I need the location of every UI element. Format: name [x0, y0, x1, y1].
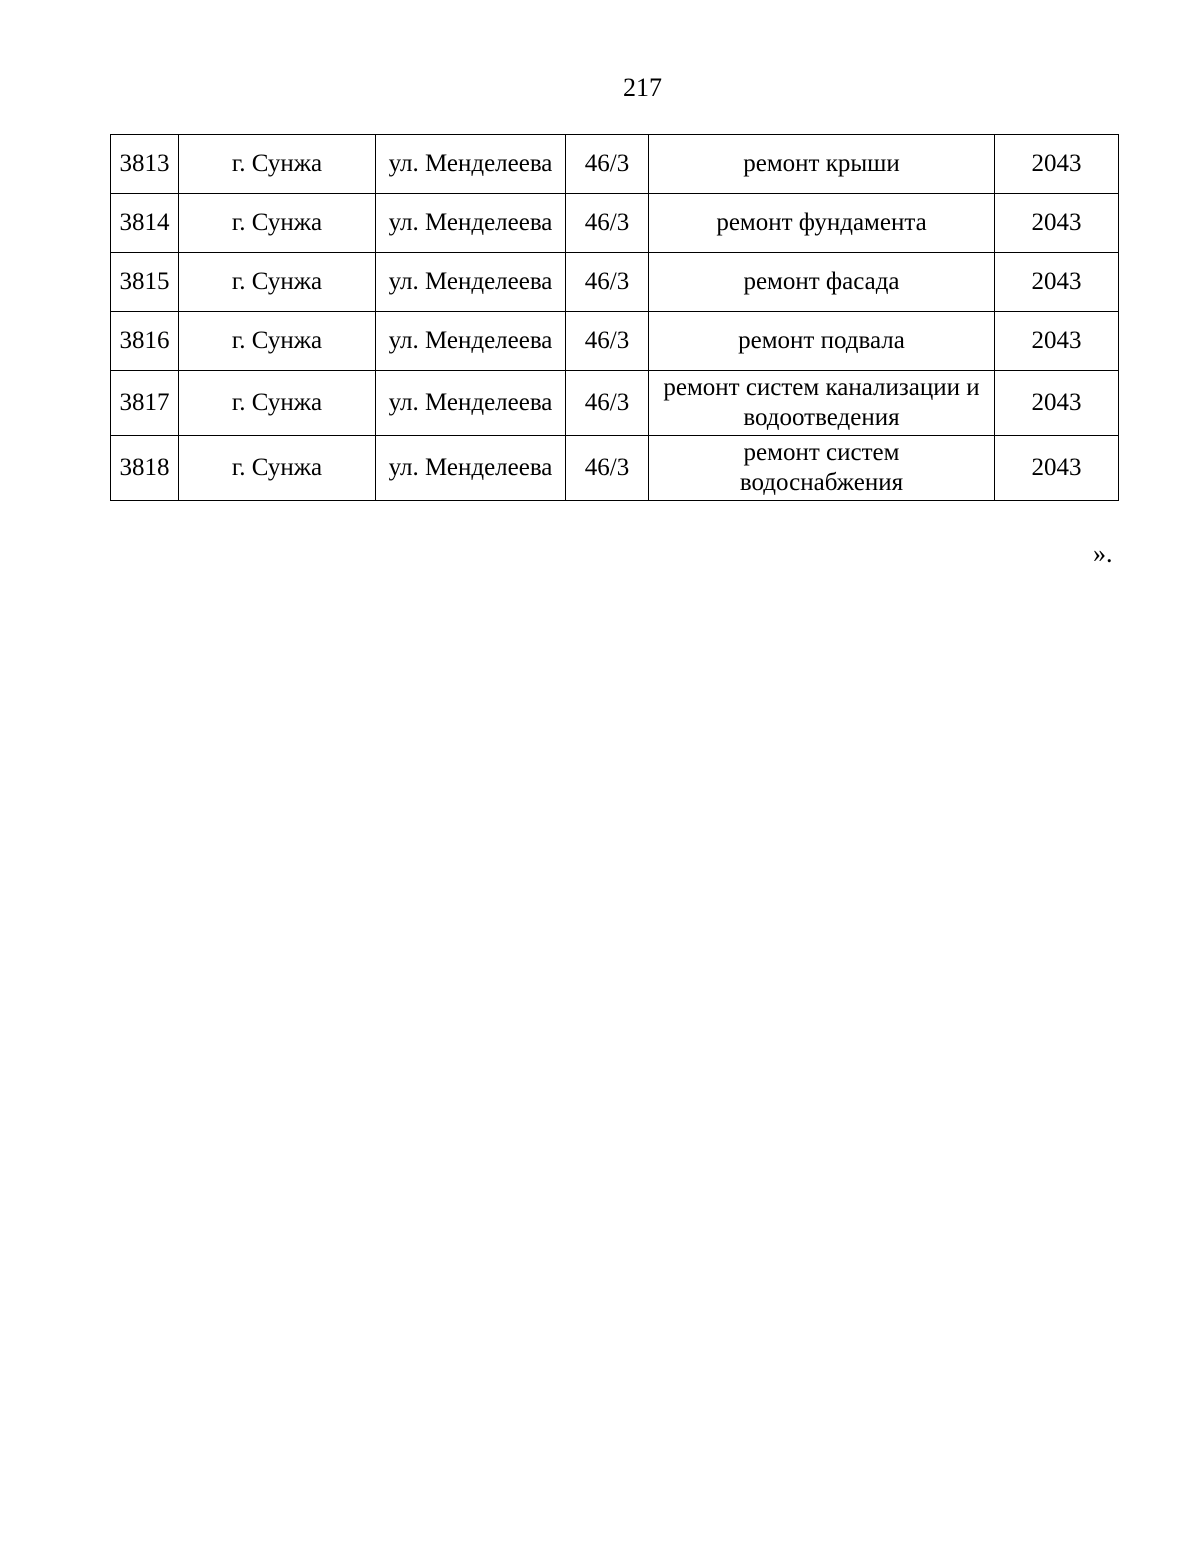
row-number: 3818: [111, 436, 179, 501]
table-row: [111, 135, 1119, 194]
street-cell: ул. Менделеева: [376, 371, 566, 436]
house-cell: 46/3: [566, 371, 649, 436]
city-cell: г. Сунжа: [179, 253, 376, 312]
street-cell: ул. Менделеева: [376, 194, 566, 253]
table-row: [111, 253, 1119, 312]
street-cell: ул. Менделеева: [376, 312, 566, 371]
row-number: 3817: [111, 371, 179, 436]
house-cell: 46/3: [566, 436, 649, 501]
table-row: [111, 436, 1119, 501]
year-cell: 2043: [995, 194, 1119, 253]
row-number: 3815: [111, 253, 179, 312]
city-cell: г. Сунжа: [179, 194, 376, 253]
city-cell: г. Сунжа: [179, 436, 376, 501]
year-cell: 2043: [995, 135, 1119, 194]
street-cell: ул. Менделеева: [376, 135, 566, 194]
row-number: 3814: [111, 194, 179, 253]
city-cell: г. Сунжа: [179, 312, 376, 371]
year-cell: 2043: [995, 312, 1119, 371]
house-cell: 46/3: [566, 135, 649, 194]
house-cell: 46/3: [566, 253, 649, 312]
page-number: 217: [623, 73, 662, 102]
repair-schedule-table: [110, 134, 1119, 501]
city-cell: г. Сунжа: [179, 371, 376, 436]
house-cell: 46/3: [566, 312, 649, 371]
city-cell: г. Сунжа: [179, 135, 376, 194]
work-type-cell: ремонт фасада: [649, 253, 995, 312]
row-number: 3816: [111, 312, 179, 371]
work-type-cell: ремонт фундамента: [649, 194, 995, 253]
year-cell: 2043: [995, 436, 1119, 501]
table-row: [111, 194, 1119, 253]
street-cell: ул. Менделеева: [376, 436, 566, 501]
work-type-cell: ремонт крыши: [649, 135, 995, 194]
work-type-cell: ремонт подвала: [649, 312, 995, 371]
work-type-cell: ремонт систем канализации и водоотведения: [649, 371, 995, 436]
table-row: [111, 312, 1119, 371]
row-number: 3813: [111, 135, 179, 194]
work-type-cell: ремонт систем водоснабжения: [649, 436, 995, 501]
year-cell: 2043: [995, 371, 1119, 436]
closing-quote-mark: ».: [1093, 539, 1113, 568]
street-cell: ул. Менделеева: [376, 253, 566, 312]
house-cell: 46/3: [566, 194, 649, 253]
table-row: [111, 371, 1119, 436]
year-cell: 2043: [995, 253, 1119, 312]
